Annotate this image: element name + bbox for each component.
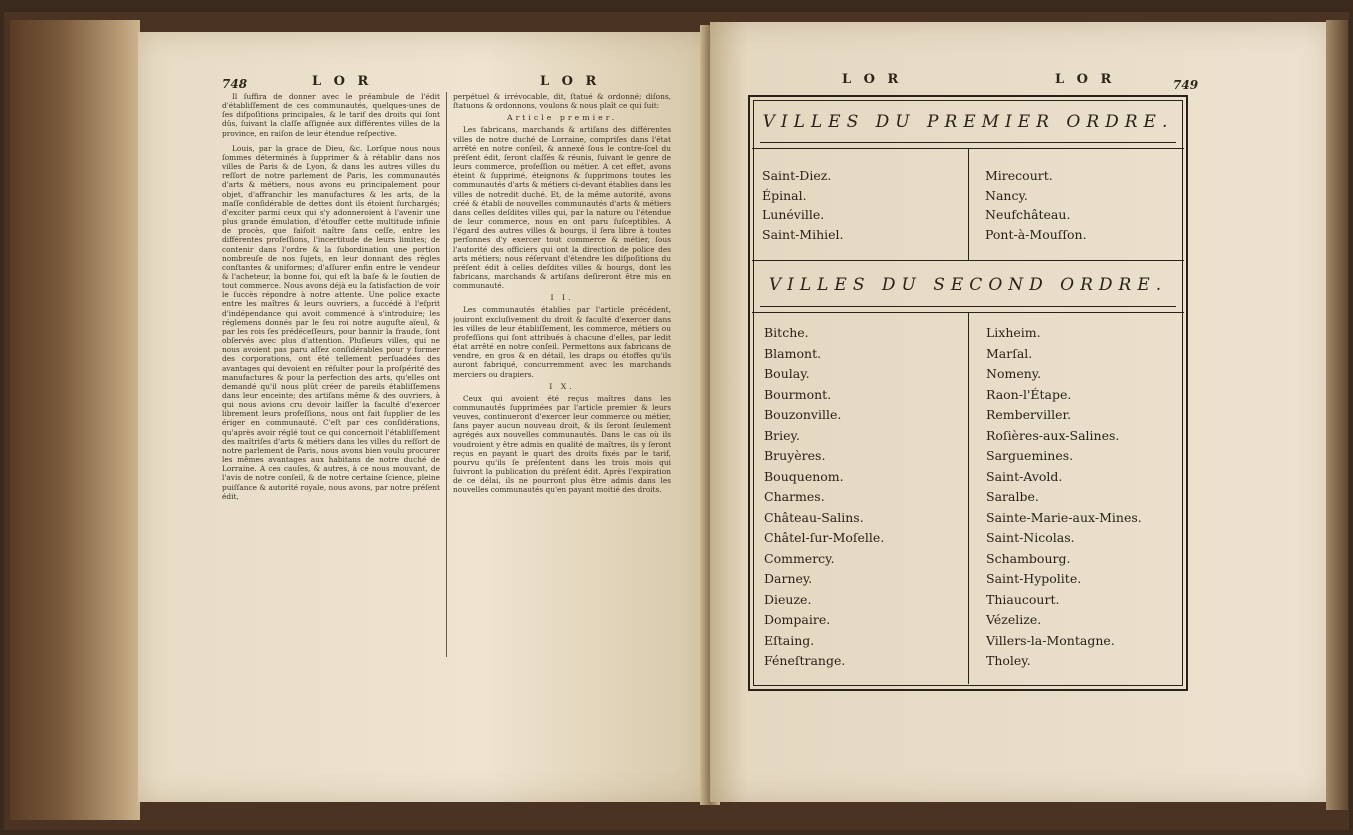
town-name: Bouzonville. bbox=[764, 407, 842, 422]
running-head-right-2: L O R bbox=[1055, 72, 1116, 87]
paragraph: Les communautés établies par l'article précédent, jouiront excluſivement du droit & faculté d'exercer dans les villes de leur établiſſement, les commerce, métiers ou profeſſions qui ſont attribués à chacune d'elles, par ledit état arrêté en notre conſeil. Permettons aux fabricans de vendre, en gros & en détail, les draps ou étoffes qu'ils auront fabriqué, concurremment avec les marchands merciers ou drapiers. bbox=[453, 305, 671, 379]
section-2-header bbox=[752, 275, 1184, 299]
town-name: Bourmont. bbox=[764, 386, 832, 402]
running-head-left-1: L O R bbox=[312, 74, 373, 89]
town-name: Saint-Hypolite. bbox=[986, 571, 1082, 586]
town-name: Nancy. bbox=[985, 187, 1028, 203]
town-name: Nomeny. bbox=[986, 366, 1042, 381]
town-name: Pont-à-Mouſſon. bbox=[985, 226, 1087, 242]
town-name: Darney. bbox=[764, 571, 813, 586]
town-name: Épinal. bbox=[762, 187, 807, 203]
column-rule bbox=[446, 92, 447, 657]
page-edge-right bbox=[1326, 20, 1348, 810]
town-name: Saint-Diez. bbox=[762, 168, 832, 183]
town-name: Neufchâteau. bbox=[985, 207, 1071, 222]
running-head-right-1: L O R bbox=[842, 72, 903, 87]
town-name: Saint-Avold. bbox=[986, 468, 1063, 484]
section-title: VILLES DU SECOND ORDRE. bbox=[768, 275, 1168, 295]
section-1-header bbox=[752, 112, 1184, 136]
town-name: Sainte-Marie-aux-Mines. bbox=[986, 509, 1142, 525]
article-heading: I I. bbox=[550, 293, 574, 303]
town-name: Blamont. bbox=[764, 345, 822, 361]
article-heading: Article premier. bbox=[506, 113, 618, 123]
town-name: Thiaucourt. bbox=[986, 591, 1060, 607]
paragraph: Il ſuffira de donner avec le préambule de l'édit d'établiſſement de ces communautés, quelques-unes de ſes diſpoſitions principales, & le tarif des droits qui ſont dûs, ſuivant la claſſe aſſignée aux différentes villes de la province, en raiſon de leur étendue reſpective. bbox=[222, 92, 440, 138]
town-list-first-left bbox=[762, 166, 844, 244]
town-name: Marſal. bbox=[986, 345, 1033, 361]
town-name: Sarguemines. bbox=[986, 448, 1074, 463]
town-name: Saint-Mihiel. bbox=[762, 226, 844, 242]
town-name: Vézelize. bbox=[986, 612, 1042, 627]
paragraph: perpétuel & irrévocable, dit, ſtatué & ordonné; diſons, ſtatuons & ordonnons, voulons & nous plaît ce qui ſuit: bbox=[453, 92, 671, 111]
town-name: Lixheim. bbox=[986, 325, 1041, 340]
town-name: Bruyères. bbox=[764, 448, 826, 463]
page-number-left: 748 bbox=[222, 77, 248, 91]
town-name: Briey. bbox=[764, 427, 800, 443]
town-name: Commercy. bbox=[764, 550, 835, 566]
town-name: Dompaire. bbox=[764, 612, 831, 627]
town-name: Raon-l'Étape. bbox=[986, 386, 1072, 402]
town-name: Eſtaing. bbox=[764, 632, 815, 648]
paragraph: Les fabricans, marchands & artiſans des différentes villes de notre duché de Lorraine, compriſes dans l'état arrêté en notre conſeil, & annexé ſous le contre-ſcel du préſent édit, ſeront claſſés & réunis, ſuivant le genre de leurs commerce, profeſſion ou métier. A cet effet, avons éteint & ſupprimé, éteignons & ſupprimons toutes les communautés d'arts & métiers ci-devant établies dans les villes de notredit duché. Et, de la même autorité, avons créé & établi de nouvelles communautés d'arts & métiers dans celles deſdites villes qui, par la nature ou l'étendue de leur commerce, nous en ont paru ſuſceptibles. A l'égard des autres villes & bourgs, il ſera libre à toutes perſonnes d'y exercer tout commerce & métier, ſous l'autorité des officiers qui ont la direction de police des arts métiers; nous réſervant d'étendre les diſpoſitions du préſent édit à celles deſdites villes & bourgs, dont les fabricans, marchands & artiſans deſireront être mis en communauté. bbox=[453, 125, 671, 291]
town-name: Roſières-aux-Salines. bbox=[986, 427, 1120, 443]
town-name: Féneſtrange. bbox=[764, 653, 846, 668]
town-name: Villers-la-Montagne. bbox=[986, 632, 1115, 648]
town-name: Tholey. bbox=[986, 653, 1031, 668]
town-name: Lunéville. bbox=[762, 207, 825, 222]
column-divider bbox=[968, 148, 969, 260]
paragraph: Ceux qui avoient été reçus maîtres dans les communautés ſupprimées par l'article premier & leurs veuves, continueront d'exercer leur commerce ou métier, ſans payer aucun nouveau droit, & ils ſeront ſeulement agrégés aux nouvelles communautés. Dans le cas où ils voudroient y être admis en qualité de maîtres, ils y ſeront reçus en payant le quart des droits fixés par le tarif, pourvu qu'ils ſe préſentent dans les trois mois qui ſuivront la publication du préſent édit. Après l'expiration de ce délai, ils ne pourront plus être admis dans les nouvelles communautés qu'en payant moitié des droits. bbox=[453, 393, 671, 495]
paragraph: Louis, par la grace de Dieu, &c. Lorſque nous nous ſommes déterminés à ſupprimer & à rétablir dans nos villes de Paris & de Lyon, & dans les autres villes du reſſort de notre parlement de Paris, les communautés d'arts & métiers, nous avons eu principalement pour objet, d'affranchir les manufactures & les arts, de la maſſe conſidérable de dettes dont ils étoient ſurchargés; d'exciter parmi ceux qui s'y adonneroient à l'avenir une plus grande émulation, d'étouffer cette multitude infinie de procès, que faiſoit naître ſans ceſſe, entre les différentes profeſſions, l'incertitude de leurs limites; de contenir dans l'ordre & la ſubordination une portion nombreuſe de nos ſujets, en leur donnant des règles conſtantes & uniformes; d'aſſurer enfin entre le vendeur & l'acheteur, la bonne foi, qui eſt la baſe & le ſoutien de tout commerce. Nous avons déjà eu la ſatisfaction de voir le ſuccès répondre à notre attente. Une police exacte entre les maîtres & leurs ouvriers, a ſuccédé à l'eſprit d'indépendance qui avoit commencé à s'introduire; les réglemens donnés par le feu roi notre auguſte aïeul, & par les rois ſes prédéceſſeurs, pour bannir la fraude, ſont obſervés avec plus d'attention. Pluſieurs villes, qui ne nous avoient pas paru aſſez conſidérables pour y former des corporations, ont été tellement perſuadées des avantages qui devoient en réſulter pour la proſpérité des manufactures & pour la perfection des arts, qu'elles ont demandé qu'il nous plût créer de pareils établiſſemens dans leur enceinte; des artiſans même & des ouvriers, à qui nous avions cru devoir laiſſer la faculté d'exercer librement leurs profeſſions, nous ont fait ſupplier de les ériger en communauté. C'eſt par ces conſidérations, qu'après avoir réglé tout ce qui concernoit l'établiſſement des maîtriſes d'arts & métiers dans les villes du reſſort de notre parlement de Paris, nous avons bien voulu procurer les mêmes avantages aux habitans de notre duché de Lorraine. A ces cauſes, & autres, à ce nous mouvant, de l'avis de notre conſeil, & de notre certaine ſcience, pleine puiſſance & autorité royale, nous avons, par notre préſent édit, bbox=[222, 143, 440, 501]
text-column-1 bbox=[222, 92, 440, 652]
running-head-left-2: L O R bbox=[540, 74, 601, 89]
town-name: Boulay. bbox=[764, 366, 810, 381]
town-list-second-left bbox=[764, 323, 884, 672]
town-name: Remberviller. bbox=[986, 407, 1072, 422]
article-heading: I X. bbox=[549, 381, 575, 391]
town-name: Château-Salins. bbox=[764, 509, 864, 525]
town-list-second-right bbox=[986, 323, 1142, 672]
table-rule bbox=[752, 260, 1184, 261]
town-name: Mirecourt. bbox=[985, 168, 1053, 183]
page-stack-left bbox=[10, 20, 140, 820]
town-name: Saint-Nicolas. bbox=[986, 530, 1075, 545]
town-name: Châtel-ſur-Moſelle. bbox=[764, 530, 885, 545]
town-name: Bouquenom. bbox=[764, 468, 844, 484]
column-divider bbox=[968, 312, 969, 684]
town-name: Charmes. bbox=[764, 489, 825, 504]
page-number-right: 749 bbox=[1173, 78, 1199, 92]
town-name: Schambourg. bbox=[986, 550, 1071, 566]
town-name: Saralbe. bbox=[986, 489, 1039, 504]
town-name: Dieuze. bbox=[764, 591, 812, 607]
town-list-first-right bbox=[985, 166, 1087, 244]
section-title: VILLES DU PREMIER ORDRE. bbox=[762, 112, 1174, 132]
text-column-2 bbox=[453, 92, 671, 647]
town-name: Bitche. bbox=[764, 325, 809, 340]
